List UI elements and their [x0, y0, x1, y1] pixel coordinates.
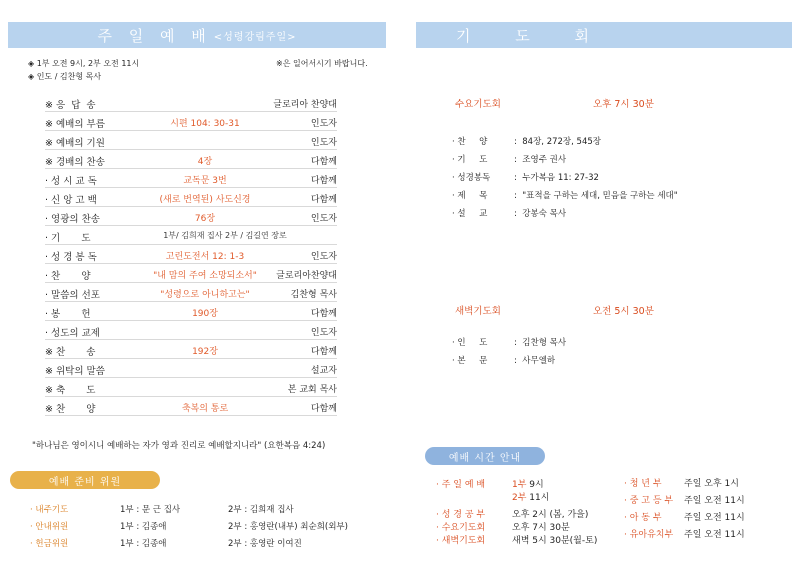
dawn-row	[452, 336, 567, 348]
wednesday-row-label: · 성경봉독	[452, 173, 491, 183]
schedule-item-hour: 9시	[526, 480, 544, 490]
wednesday-row-label: · 제 목	[452, 191, 488, 201]
order-item	[45, 304, 337, 321]
order-item-content: 축복의 통로	[181, 404, 229, 414]
schedule-item	[436, 520, 570, 533]
dawn-row-value: : 사무엘하	[514, 356, 556, 366]
schedule-item-label: · 청 년 부	[624, 479, 662, 489]
schedule-item-hour: 새벽 5시 30분(월-토)	[512, 536, 598, 546]
schedule-item	[624, 493, 745, 506]
schedule-item-time	[512, 477, 544, 490]
order-item-label: ※ 경배의 찬송	[45, 157, 105, 168]
committee-first-service: 1부 : 김종애	[120, 539, 167, 549]
order-item	[45, 133, 337, 150]
schedule-item-time	[512, 520, 570, 533]
dawn-time: 오전 5시 30분	[593, 306, 654, 317]
order-item	[45, 190, 337, 207]
schedule-item	[436, 477, 544, 490]
order-item-label: ※ 찬 송	[45, 347, 96, 358]
wednesday-row-value: : 조영주 권사	[514, 155, 567, 165]
order-item	[45, 361, 337, 378]
order-item-leader: 다함께	[310, 176, 337, 186]
order-item-content: 시편 104: 30-31	[170, 119, 240, 129]
schedule-item-part: 1부	[512, 480, 527, 490]
committee-second-service: 2부 : 김희재 집사	[228, 505, 294, 515]
worship-subtitle: <성령강림주일>	[213, 31, 297, 43]
committee-role: · 내주기도	[30, 505, 69, 515]
order-item-leader: 다함께	[310, 195, 337, 205]
wednesday-row-label: · 설 교	[452, 209, 488, 219]
order-item-leader: 인도자	[310, 138, 337, 148]
order-item-leader: 다함께	[310, 157, 337, 167]
wednesday-row-value: : 강봉숙 목사	[514, 209, 567, 219]
order-item-content: "성령으로 아니하고는"	[160, 290, 250, 300]
order-item-content: 192장	[192, 347, 218, 357]
schedule-item-label: · 주 일 예 배	[436, 480, 486, 490]
schedule-item	[624, 476, 739, 489]
order-item-leader: 김찬형 목사	[290, 290, 337, 300]
order-divider	[45, 244, 337, 245]
order-item-leader: 글로리아 찬양대	[273, 100, 337, 110]
wednesday-row-value: : 84장, 272장, 545장	[514, 137, 601, 147]
order-divider	[45, 320, 337, 321]
order-divider	[45, 358, 337, 359]
order-item	[45, 380, 337, 397]
order-divider	[45, 282, 337, 283]
order-item-content: 76장	[194, 214, 216, 224]
order-divider	[45, 301, 337, 302]
schedule-item	[436, 533, 598, 546]
order-divider	[45, 377, 337, 378]
dawn-row-value: : 김찬형 목사	[514, 338, 567, 348]
schedule-item-label: · 중 고 등 부	[624, 496, 674, 506]
order-divider	[45, 168, 337, 169]
order-item-leader: 설교자	[310, 366, 337, 376]
order-item-label: · 기 도	[45, 233, 91, 244]
order-item-label: ※ 찬 양	[45, 404, 96, 415]
order-item	[45, 342, 337, 359]
order-item-content: "내 맘의 주여 소망되소서"	[153, 271, 257, 281]
schedule-item-label: · 성 경 공 부	[436, 510, 486, 520]
schedule-item	[624, 510, 745, 523]
order-item-label: ※ 축 도	[45, 385, 96, 396]
schedule-item-hour: 11시	[526, 493, 550, 503]
order-item-leader: 글로리아찬양대	[276, 271, 337, 281]
prayer-title: 기 도 회	[456, 26, 610, 45]
order-item-label: ※ 위탁의 말씀	[45, 366, 105, 377]
order-item-leader: 본 교회 목사	[287, 385, 337, 395]
wednesday-time: 오후 7시 30분	[593, 99, 654, 110]
order-item	[45, 209, 337, 226]
order-divider	[45, 415, 337, 416]
order-item	[45, 266, 337, 283]
wednesday-row	[452, 207, 567, 219]
order-item-leader: 인도자	[310, 252, 337, 262]
order-item-leader: 인도자	[310, 214, 337, 224]
schedule-item-time: 주일 오전 11시	[684, 530, 745, 540]
order-divider	[45, 225, 337, 226]
wednesday-row-value: : "표적을 구하는 세대, 믿음을 구하는 세대"	[514, 191, 678, 201]
order-item-label: · 성 경 봉 독	[45, 252, 97, 263]
order-item	[45, 247, 337, 264]
order-item-leader: 다함께	[310, 309, 337, 319]
prayer-header	[416, 22, 792, 48]
schedule-item-time	[512, 507, 588, 520]
wednesday-row-label: · 찬 양	[452, 137, 488, 147]
schedule-item-time: 주일 오후 1시	[684, 479, 739, 489]
schedule-item-label: · 아 동 부	[624, 513, 662, 523]
order-item-label: · 영광의 찬송	[45, 214, 100, 225]
committee-second-service: 2부 : 홍영란(내부) 최순희(외부)	[228, 522, 348, 532]
wednesday-row	[452, 135, 601, 147]
order-item	[45, 399, 337, 416]
wednesday-row	[452, 153, 567, 165]
order-item-label: ※ 예배의 부름	[45, 119, 105, 130]
order-item-content: 교독문 3번	[183, 176, 227, 186]
order-divider	[45, 396, 337, 397]
order-item	[45, 152, 337, 169]
order-item-label: ※ 응 답 송	[45, 100, 96, 111]
schedule-item	[624, 527, 745, 540]
order-item-label: · 신 앙 고 백	[45, 195, 97, 206]
committee-role: · 헌금위원	[30, 539, 69, 549]
order-divider	[45, 130, 337, 131]
order-item-leader: 다함께	[310, 347, 337, 357]
committee-role: · 안내위원	[30, 522, 69, 532]
schedule-title: 예배 시간 안내	[425, 447, 545, 465]
wednesday-row	[452, 171, 599, 183]
schedule-item-label: · 유아유치부	[624, 530, 674, 540]
order-item-label: · 찬 양	[45, 271, 91, 282]
order-item-label: · 말씀의 선포	[45, 290, 100, 301]
dawn-row-label: · 인 도	[452, 338, 488, 348]
order-item	[45, 171, 337, 188]
order-divider	[45, 263, 337, 264]
committee-first-service: 1부 : 김종애	[120, 522, 167, 532]
order-divider	[45, 339, 337, 340]
order-item-label: · 성 시 교 독	[45, 176, 97, 187]
dawn-title: 새벽기도회	[455, 306, 501, 317]
order-item-content: 1부/ 김희재 집사 2부 / 김길연 장로	[163, 231, 287, 240]
order-item-leader: 인도자	[310, 328, 337, 338]
schedule-item-time	[512, 533, 597, 546]
order-item	[45, 285, 337, 302]
order-item	[45, 323, 337, 340]
wednesday-row-label: · 기 도	[452, 155, 488, 165]
schedule-item-label: · 새벽기도회	[436, 536, 486, 546]
wednesday-title: 수요기도회	[455, 99, 501, 110]
service-times: ◈ 1부 오전 9시, 2부 오전 11시	[28, 59, 140, 68]
order-divider	[45, 111, 337, 112]
schedule-item-label: · 수요기도회	[436, 523, 486, 533]
order-item-content: 190장	[192, 309, 218, 319]
schedule-item-time	[512, 490, 549, 503]
order-item-content: (새로 번역된) 사도신경	[159, 195, 251, 205]
schedule-item-time: 주일 오전 11시	[684, 513, 745, 523]
scripture-verse: "하나님은 영이시니 예배하는 자가 영과 진리로 예배할지니라" (요한복음 4:24)	[32, 441, 326, 451]
order-item-label: · 성도의 교제	[45, 328, 100, 339]
wednesday-row-value: : 누가복음 11: 27-32	[514, 173, 599, 183]
committee-second-service: 2부 : 홍영란 이여진	[228, 539, 302, 549]
committee-first-service: 1부 : 문 근 집사	[120, 505, 181, 515]
service-leader: ◈ 인도 / 김찬형 목사	[28, 72, 102, 81]
order-divider	[45, 187, 337, 188]
order-item	[45, 228, 337, 245]
order-item-label: ※ 예배의 기원	[45, 138, 105, 149]
standing-note: ※은 일어서시기 바랍니다.	[276, 59, 368, 68]
order-item-leader: 인도자	[310, 119, 337, 129]
order-item-leader: 다함께	[310, 404, 337, 414]
dawn-row	[452, 354, 556, 366]
wednesday-row	[452, 189, 678, 201]
order-item	[45, 114, 337, 131]
worship-header	[8, 22, 386, 48]
schedule-item-hour: 오후 7시 30분	[512, 523, 570, 533]
order-item	[45, 95, 337, 112]
dawn-row-label: · 본 문	[452, 356, 488, 366]
worship-title: 주 일 예 배	[97, 26, 212, 45]
order-item-label: · 봉 헌	[45, 309, 91, 320]
order-item-content: 4장	[197, 157, 213, 167]
order-divider	[45, 206, 337, 207]
schedule-item-hour: 오후 2시 (봄, 가을)	[512, 510, 589, 520]
committee-title: 예배 준비 위원	[10, 471, 160, 489]
schedule-item	[436, 507, 589, 520]
order-divider	[45, 149, 337, 150]
order-item-content: 고린도전서 12: 1-3	[165, 252, 245, 262]
schedule-item-part: 2부	[512, 493, 527, 503]
schedule-item-time: 주일 오전 11시	[684, 496, 745, 506]
